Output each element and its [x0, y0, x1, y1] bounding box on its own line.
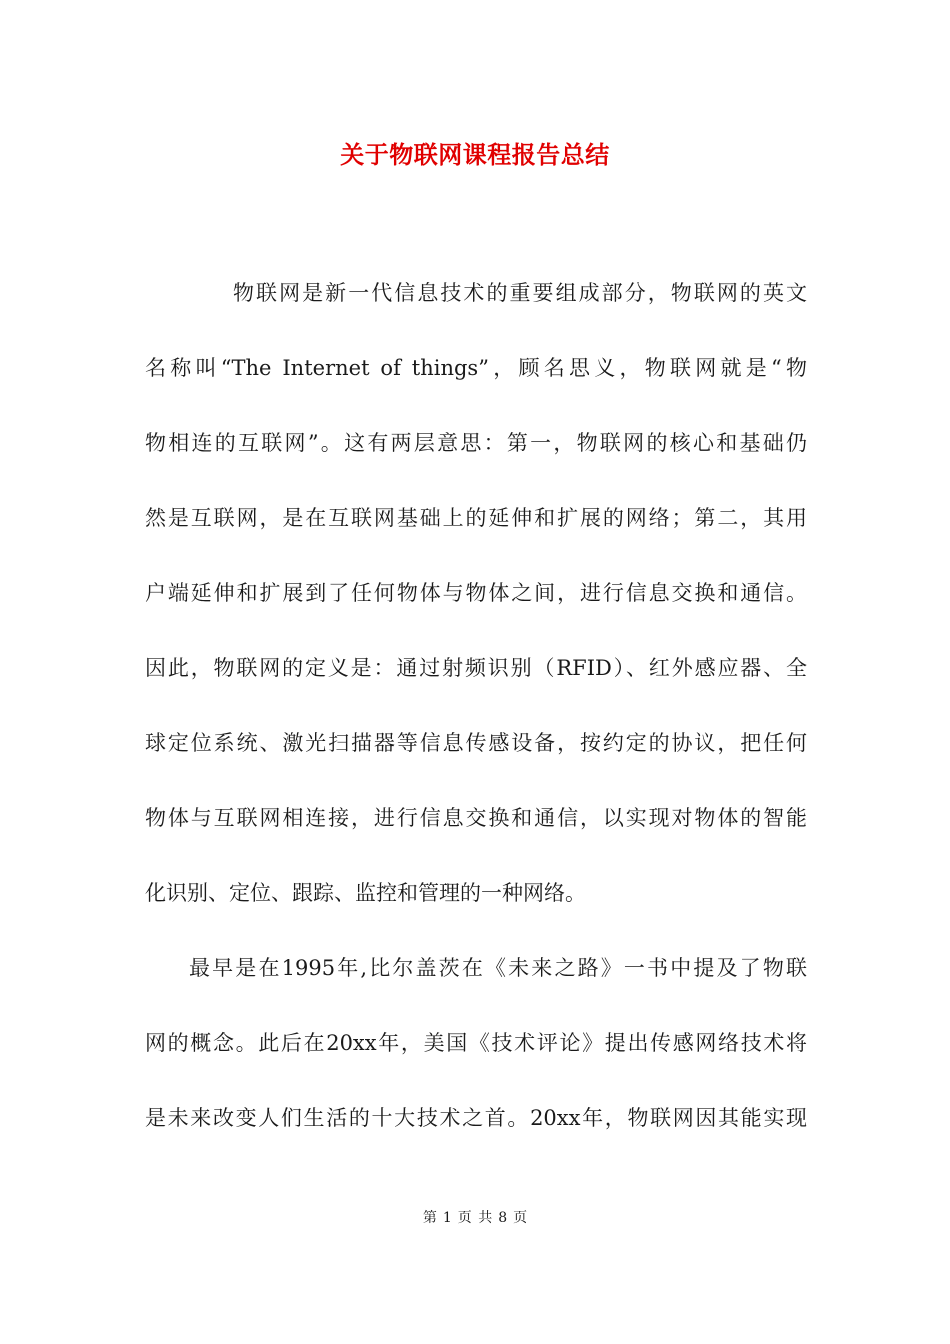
footer-total-pages: 8: [498, 1210, 508, 1226]
footer-middle: 页 共: [457, 1210, 493, 1226]
paragraph-1-line-7: 球定位系统、激光扫描器等信息传感设备，按约定的协议，把任何: [145, 731, 807, 755]
paragraph-2-line-3: 是未来改变人们生活的十大技术之首。20xx年，物联网因其能实现: [145, 1106, 807, 1130]
page-footer: [0, 1208, 950, 1228]
paragraph-2-line-1: 最早是在1995年,比尔盖茨在《未来之路》一书中提及了物联: [189, 956, 807, 980]
paragraph-1-line-1: 物联网是新一代信息技术的重要组成部分，物联网的英文: [233, 281, 807, 305]
paragraph-1-line-9: 化识别、定位、跟踪、监控和管理的一种网络。: [145, 881, 586, 905]
paragraph-2-line-2: 网的概念。此后在20xx年，美国《技术评论》提出传感网络技术将: [145, 1031, 807, 1055]
footer-suffix: 页: [513, 1210, 528, 1226]
document-title: 关于物联网课程报告总结: [340, 140, 610, 169]
paragraph-1-line-5: 户端延伸和扩展到了任何物体与物体之间，进行信息交换和通信。: [145, 581, 807, 605]
footer-page-number: 1: [442, 1210, 452, 1226]
paragraph-1-line-3: 物相连的互联网”。这有两层意思：第一，物联网的核心和基础仍: [145, 431, 807, 455]
paragraph-1-line-6: 因此，物联网的定义是：通过射频识别（RFID）、红外感应器、全: [145, 656, 807, 680]
paragraph-1-line-2: 名称叫“The Internet of things”，顾名思义，物联网就是“物: [145, 356, 807, 380]
footer-prefix: 第: [422, 1210, 437, 1226]
paragraph-1-line-4: 然是互联网，是在互联网基础上的延伸和扩展的网络；第二，其用: [145, 506, 807, 530]
paragraph-1-line-8: 物体与互联网相连接，进行信息交换和通信，以实现对物体的智能: [145, 806, 807, 830]
